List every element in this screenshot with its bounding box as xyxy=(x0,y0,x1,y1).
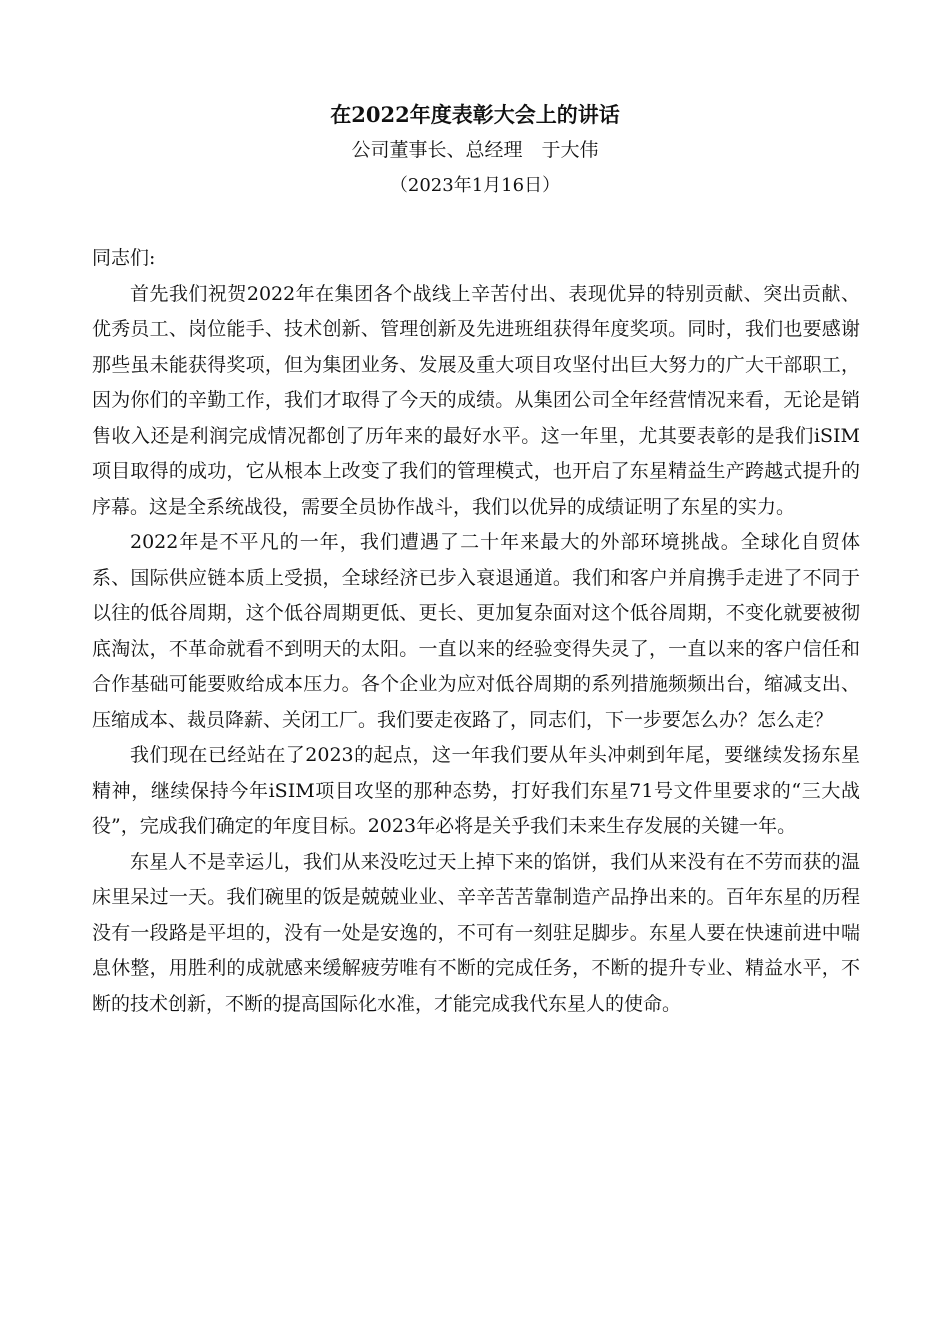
greeting: 同志们: xyxy=(92,247,156,269)
speaker-line: 公司董事长、总经理 于大伟 xyxy=(351,139,599,161)
paragraph-congratulations: 首先我们祝贺2022年在集团各个战线上辛苦付出、表现优异的特别贡献、突出贡献、优秀员工、岗位能手、技术创新、管理创新及先进班组获得年度奖项。同时，我们也要感谢那些虽未能获得奖项，但为集团业务、发展及重大项目攻坚付出巨大努力的广大干部职工，因为你们的辛勤工作，我们才取得了今天的成绩。从集团公司全年经营情况来看，无论是销售收入还是利润完成情况都创了历年来的最好水平。这一年里，尤其要表彰的是我们iSIM项目取得的成功，它从根本上改变了我们的管理模式，也开启了东星精益生产跨越式提升的序幕。这是全系统战役，需要全员协作战斗，我们以优异的成绩证明了东星的实力。 xyxy=(92,282,860,518)
paragraph-goals-2023: 我们现在已经站在了2023的起点，这一年我们要从年头冲刺到年尾，要继续发扬东星精神，继续保持今年iSIM项目攻坚的那种态势，打好我们东星71号文件里要求的“三大战役”，完成我们确定的年度目标。2023年必将是关乎我们未来生存发展的关键一年。 xyxy=(92,744,860,837)
speech-body xyxy=(92,241,860,1022)
speech-date: （2023年1月16日） xyxy=(389,175,561,196)
paragraph-challenges-2022: 2022年是不平凡的一年，我们遭遇了二十年来最大的外部环境挑战。全球化自贸体系、国际供应链本质上受损，全球经济已步入衰退通道。我们和客户并肩携手走进了不同于以往的低谷周期，这个低谷周期更低、更长、更加复杂面对这个低谷周期，不变化就要被彻底淘汰，不革命就看不到明天的太阳。一直以来的经验变得失灵了，一直以来的客户信任和合作基础可能要败给成本压力。各个企业为应对低谷周期的系列措施频频出台，缩减支出、压缩成本、裁员降薪、关闭工厂。我们要走夜路了，同志们，下一步要怎么办？怎么走？ xyxy=(92,531,860,731)
speech-title: 在2022年度表彰大会上的讲话 xyxy=(330,102,620,127)
paragraph-mission: 东星人不是幸运儿，我们从来没吃过天上掉下来的馅饼，我们从来没有在不劳而获的温床里呆过一天。我们碗里的饭是兢兢业业、辛辛苦苦靠制造产品挣出来的。百年东星的历程没有一段路是平坦的，没有一处是安逸的，不可有一刻驻足脚步。东星人要在快速前进中喘息休整，用胜利的成就感来缓解疲劳唯有不断的完成任务，不断的提升专业、精益水平，不断的技术创新，不断的提高国际化水准，才能完成我代东星人的使命。 xyxy=(92,850,860,1015)
